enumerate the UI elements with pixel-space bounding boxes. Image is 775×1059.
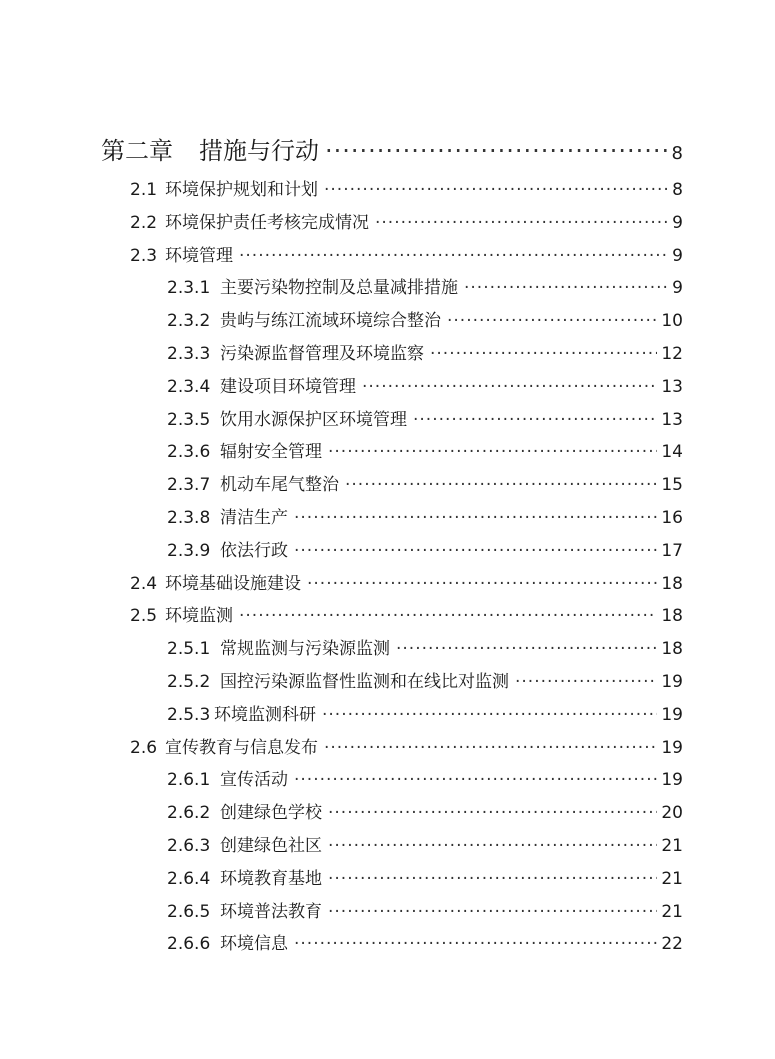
entry-number: 2.5.2	[167, 672, 211, 692]
chapter-title: 措施与行动	[199, 137, 319, 165]
entry-page-number: 20	[661, 803, 683, 823]
entry-number: 2.5.1	[167, 639, 211, 659]
entry-number: 2.6.3	[167, 836, 211, 856]
entry-page-number: 21	[661, 902, 683, 922]
entry-page-number: 9	[672, 278, 683, 298]
entry-page-number: 18	[661, 606, 683, 626]
dot-leader	[413, 410, 657, 430]
entry-title: 污染源监督管理及环境监察	[220, 344, 424, 364]
entry-number: 2.1	[130, 180, 158, 200]
dot-leader	[294, 770, 657, 790]
entry-number: 2.6	[130, 738, 158, 758]
toc-subsection-entry[interactable]	[167, 700, 683, 726]
dot-leader	[345, 475, 657, 495]
entry-number: 2.4	[130, 574, 158, 594]
toc-subsection-entry[interactable]	[167, 765, 683, 791]
entry-number: 2.6.1	[167, 770, 211, 790]
entry-page-number: 9	[672, 246, 683, 266]
entry-number: 2.3.8	[167, 508, 211, 528]
toc-section-entry[interactable]	[130, 569, 683, 595]
entry-title: 环境信息	[220, 934, 288, 954]
entry-number: 2.3.7	[167, 475, 211, 495]
entry-number: 2.3.9	[167, 541, 211, 561]
entry-page-number: 13	[661, 410, 683, 430]
entry-title: 环境管理	[165, 246, 233, 266]
entry-page-number: 18	[661, 574, 683, 594]
dot-leader	[294, 934, 657, 954]
dot-leader	[396, 639, 657, 659]
dot-leader	[324, 738, 657, 758]
toc-subsection-entry[interactable]	[167, 831, 683, 857]
entry-number: 2.2	[130, 213, 158, 233]
toc-subsection-entry[interactable]	[167, 372, 683, 398]
toc-subsection-entry[interactable]	[167, 273, 683, 299]
dot-leader	[324, 180, 667, 200]
entry-number: 2.5	[130, 606, 158, 626]
dot-leader	[430, 344, 657, 364]
dot-leader	[328, 442, 657, 462]
entry-title: 宣传教育与信息发布	[165, 738, 318, 758]
entry-title: 贵屿与练江流域环境综合整治	[220, 311, 441, 331]
toc-subsection-entry[interactable]	[167, 306, 683, 332]
entry-title: 饮用水源保护区环境管理	[220, 410, 407, 430]
entry-number: 2.3.4	[167, 377, 211, 397]
dot-leader	[328, 836, 657, 856]
dot-leader	[239, 606, 657, 626]
chapter-number: 第二章	[101, 137, 173, 165]
dot-leader	[328, 803, 657, 823]
entry-title: 机动车尾气整治	[220, 475, 339, 495]
dot-leader	[239, 246, 667, 266]
entry-page-number: 12	[661, 344, 683, 364]
entry-number: 2.6.4	[167, 869, 211, 889]
entry-title: 建设项目环境管理	[220, 377, 356, 397]
entry-title: 创建绿色学校	[220, 803, 322, 823]
entry-title: 清洁生产	[220, 508, 288, 528]
entry-number: 2.6.5	[167, 902, 211, 922]
toc-section-entry[interactable]	[130, 175, 683, 201]
toc-subsection-entry[interactable]	[167, 437, 683, 463]
entry-title: 环境保护规划和计划	[165, 180, 318, 200]
toc-section-entry[interactable]	[130, 601, 683, 627]
entry-page-number: 18	[661, 639, 683, 659]
dot-leader	[322, 705, 657, 725]
dot-leader	[515, 672, 657, 692]
entry-title: 环境保护责任考核完成情况	[165, 213, 369, 233]
toc-section-entry[interactable]	[130, 208, 683, 234]
toc-subsection-entry[interactable]	[167, 536, 683, 562]
entry-page-number: 16	[661, 508, 683, 528]
toc-subsection-entry[interactable]	[167, 339, 683, 365]
toc-subsection-entry[interactable]	[167, 503, 683, 529]
entry-number: 2.3.2	[167, 311, 211, 331]
entry-number: 2.6.6	[167, 934, 211, 954]
entry-title: 依法行政	[220, 541, 288, 561]
toc-subsection-entry[interactable]	[167, 470, 683, 496]
entry-number: 2.3.5	[167, 410, 211, 430]
entry-title: 常规监测与污染源监测	[220, 639, 390, 659]
toc-subsection-entry[interactable]	[167, 405, 683, 431]
entry-number: 2.3.3	[167, 344, 211, 364]
toc-subsection-entry[interactable]	[167, 634, 683, 660]
toc-subsection-entry[interactable]	[167, 929, 683, 955]
dot-leader	[307, 574, 657, 594]
chapter-page-number: 8	[671, 143, 683, 164]
entry-page-number: 19	[661, 738, 683, 758]
dot-leader	[464, 278, 667, 298]
entry-page-number: 14	[661, 442, 683, 462]
entry-page-number: 19	[661, 770, 683, 790]
dot-leader	[362, 377, 657, 397]
entry-number: 2.6.2	[167, 803, 211, 823]
entry-number: 2.5.3	[167, 705, 211, 725]
toc-section-entry[interactable]	[130, 733, 683, 759]
entry-page-number: 10	[661, 311, 683, 331]
dot-leader	[375, 213, 667, 233]
dot-leader	[328, 902, 657, 922]
entry-page-number: 19	[661, 705, 683, 725]
entry-page-number: 22	[661, 934, 683, 954]
entry-number: 2.3	[130, 246, 158, 266]
dot-leader	[447, 311, 657, 331]
entry-page-number: 9	[672, 213, 683, 233]
entry-page-number: 21	[661, 836, 683, 856]
dot-leader	[294, 541, 657, 561]
entry-title: 创建绿色社区	[220, 836, 322, 856]
entry-page-number: 19	[661, 672, 683, 692]
entry-page-number: 15	[661, 475, 683, 495]
toc-subsection-entry[interactable]	[167, 798, 683, 824]
entry-page-number: 8	[672, 180, 683, 200]
toc-subsection-entry[interactable]	[167, 667, 683, 693]
entry-page-number: 17	[661, 541, 683, 561]
entry-page-number: 21	[661, 869, 683, 889]
dot-leader	[294, 508, 657, 528]
entry-title: 环境基础设施建设	[165, 574, 301, 594]
entry-title: 辐射安全管理	[220, 442, 322, 462]
entry-title: 环境教育基地	[220, 869, 322, 889]
entry-title: 主要污染物控制及总量减排措施	[220, 278, 458, 298]
entry-number: 2.3.6	[167, 442, 211, 462]
toc-section-entry[interactable]	[130, 241, 683, 267]
entry-title: 宣传活动	[220, 770, 288, 790]
toc-subsection-entry[interactable]	[167, 897, 683, 923]
entry-title: 国控污染源监督性监测和在线比对监测	[220, 672, 509, 692]
entry-title: 环境普法教育	[220, 902, 322, 922]
entry-page-number: 13	[661, 377, 683, 397]
entry-title: 环境监测科研	[214, 705, 316, 725]
toc-chapter-heading[interactable]	[101, 131, 683, 165]
entry-number: 2.3.1	[167, 278, 211, 298]
dot-leader	[325, 137, 667, 165]
dot-leader	[328, 869, 657, 889]
toc-subsection-entry[interactable]	[167, 864, 683, 890]
entry-title: 环境监测	[165, 606, 233, 626]
